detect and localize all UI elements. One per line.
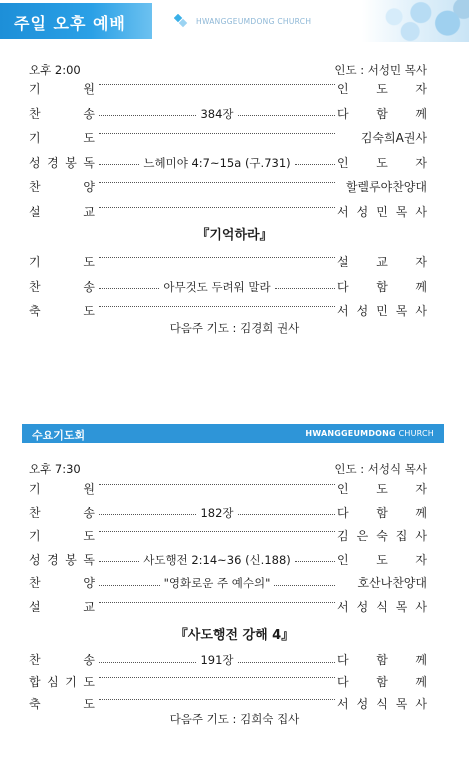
order-detail: 사도행전 2:14~36 (신.188) [99,551,335,569]
order-row [29,203,427,221]
order-label: 설 교 [29,204,95,219]
header-worship [0,0,469,42]
service-time-line [29,62,427,78]
order-person: 할렐루야찬양대 [345,180,427,194]
order-row [29,302,427,320]
church-name: HWANGGEUMDONG CHURCH [305,429,434,438]
order-detail [99,527,335,532]
order-label: 찬 송 [29,653,95,667]
order-label: 기 도 [29,131,95,145]
sermon-title: 『사도행전 강해 4』 [174,628,295,643]
order-row [29,80,427,98]
service-leader: 인도 : 서성식 목사 [334,462,427,476]
order-row [29,651,427,669]
order-detail: "영화로운 주 예수의" [99,574,335,592]
service-leader: 인도 : 서성민 목사 [334,63,427,77]
order-row [29,480,427,498]
order-row [29,673,427,691]
order-person: 다 함 께 [337,505,427,520]
order-label: 축 도 [29,304,95,318]
order-label: 축 도 [29,697,95,711]
order-person: 서 성 식 목 사 [337,697,427,711]
order-detail: 182장 [99,504,335,522]
church-logo-icon [174,14,188,28]
order-row [29,129,427,147]
order-row [29,278,427,296]
header-prayer-meeting [22,424,444,443]
service-title: 주일 오후 예배 [14,14,126,33]
order-label: 성 경 봉 독 [29,155,95,170]
order-person: 서 성 민 목 사 [337,304,427,318]
order-label: 찬 송 [29,106,95,121]
order-label: 찬 송 [29,505,95,520]
order-person: 다 함 께 [337,653,427,667]
sermon-title: 『기억하라』 [196,228,273,243]
service-time-line [29,461,427,477]
order-label: 찬 송 [29,279,95,294]
order-label: 찬 양 [29,180,95,194]
order-person: 서 성 민 목 사 [337,204,427,219]
order-person: 인 도 자 [337,482,427,496]
order-row [29,253,427,271]
order-person: 설 교 자 [337,255,427,269]
order-row [29,504,427,522]
order-label: 기 원 [29,82,95,96]
order-person: 인 도 자 [337,552,427,567]
order-row [29,178,427,196]
order-row [29,598,427,616]
order-person: 다 함 께 [337,279,427,294]
order-person: 김숙희A권사 [360,131,427,145]
order-detail: 느헤미야 4:7~15a (구.731) [99,154,335,172]
order-detail: 384장 [99,105,335,123]
service-time: 오후 2:00 [29,63,81,77]
order-row [29,527,427,545]
order-detail: 아무것도 두려워 말라 [99,278,335,296]
next-week-prayer: 다음주 기도 : 김경희 권사 [169,321,300,335]
order-row [29,154,427,172]
church-name: HWANGGEUMDONG CHURCH [196,17,312,26]
order-detail [99,253,335,258]
order-person: 인 도 자 [337,82,427,96]
order-detail [99,673,335,678]
order-detail [99,598,335,603]
order-detail [99,203,335,208]
order-label: 기 원 [29,482,95,496]
order-detail [99,80,335,85]
order-person: 김 은 숙 집 사 [337,529,427,543]
hydrangea-image [362,0,469,42]
order-detail: 191장 [99,651,335,669]
order-row [29,574,427,592]
order-label: 합 심 기 도 [29,675,95,689]
order-person: 호산나찬양대 [357,576,427,590]
order-label: 찬 양 [29,576,95,590]
order-detail [99,480,335,485]
next-week-prayer: 다음주 기도 : 김희숙 집사 [169,712,300,726]
order-person: 인 도 자 [337,155,427,170]
order-detail [99,695,335,700]
order-label: 설 교 [29,599,95,614]
order-person: 다 함 께 [337,675,427,689]
order-detail [99,302,335,307]
order-person: 다 함 께 [337,106,427,121]
order-row [29,551,427,569]
order-label: 기 도 [29,529,95,543]
order-detail [99,178,335,183]
order-label: 성 경 봉 독 [29,552,95,567]
service-time: 오후 7:30 [29,462,81,476]
order-person: 서 성 식 목 사 [337,599,427,614]
order-label: 기 도 [29,255,95,269]
service-title: 수요기도회 [32,429,86,442]
order-row [29,105,427,123]
order-detail [99,129,335,134]
